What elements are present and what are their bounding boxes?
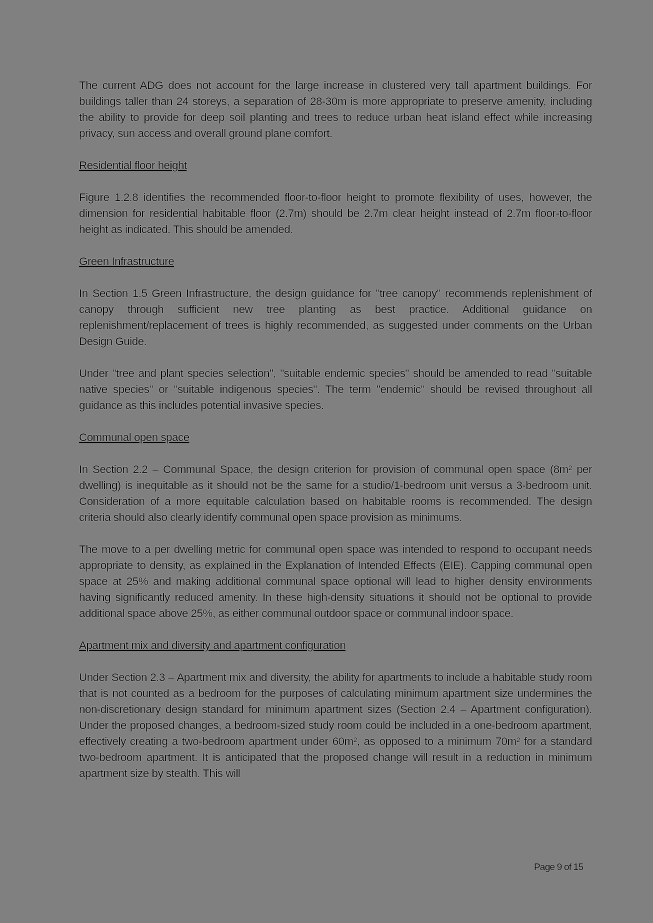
paragraph-species-selection: Under "tree and plant species selection", "suitable endemic species" should be amended to read "suitable native species" or "suitable indigenous species". The term "endemic" should be revised throughout all guidance as this includes potential invasive species. (79, 368, 592, 412)
page-number: Page 9 of 15 (534, 862, 584, 873)
document-page (79, 78, 592, 798)
paragraph-communal-space-criterion: In Section 2.2 – Communal Space, the design criterion for provision of communal open space (8m² per dwelling) is inequitable as it should not be the same for a studio/1-bedroom unit versus a 3-bedroom unit. Consideration of a more equitable calculation based on habitable rooms is recommended. The design criteria should also clearly identify communal open space provision as minimums. (79, 464, 592, 524)
paragraph-tree-canopy: In Section 1.5 Green Infrastructure, the design guidance for "tree canopy" recommends replenishment of canopy through sufficient new tree planting as best practice. Additional guidance on replenishment/replacement of trees is highly recommended, as suggested under comments on the Urban Design Guide. (79, 288, 592, 348)
paragraph-apartment-mix: Under Section 2.3 – Apartment mix and diversity, the ability for apartments to include a habitable study room that is not counted as a bedroom for the purposes of calculating minimum apartment size undermines the non-discretionary design standard for minimum apartment sizes (Section 2.4 – Apartment configuration). Under the proposed changes, a bedroom-sized study room could be included in a one-bedroom apartment, effectively creating a two-bedroom apartment under 60m², as opposed to a minimum 70m² for a standard two-bedroom apartment. It is anticipated that the proposed change will result in a reduction in minimum apartment size by stealth. This will (79, 672, 592, 780)
paragraph-per-dwelling-metric: The move to a per dwelling metric for communal open space was intended to respond to occupant needs appropriate to density, as explained in the Explanation of Intended Effects (EIE). Capping communal open space at 25% and making additional communal space optional will lead to higher density environments having significantly reduced amenity. In these high-density situations it should not be optional to provide additional space above 25%, as either communal outdoor space or communal indoor space. (79, 544, 592, 620)
paragraph-floor-height: Figure 1.2.8 identifies the recommended floor-to-floor height to promote flexibility of uses, however, the dimension for residential habitable floor (2.7m) should be 2.7m clear height instead of 2.7m floor-to-floor height as indicated. This should be amended. (79, 192, 592, 236)
heading-residential-floor-height: Residential floor height (79, 160, 187, 172)
paragraph-building-separation: The current ADG does not account for the large increase in clustered very tall apartment buildings. For buildings taller than 24 storeys, a separation of 28-30m is more appropriate to preserve amenity, including the ability to provide for deep soil planting and trees to reduce urban heat island effect while increasing privacy, sun access and overall ground plane comfort. (79, 80, 592, 140)
heading-communal-open-space: Communal open space (79, 432, 190, 444)
heading-apartment-mix: Apartment mix and diversity and apartment configuration (79, 640, 346, 652)
heading-green-infrastructure: Green Infrastructure (79, 256, 175, 268)
